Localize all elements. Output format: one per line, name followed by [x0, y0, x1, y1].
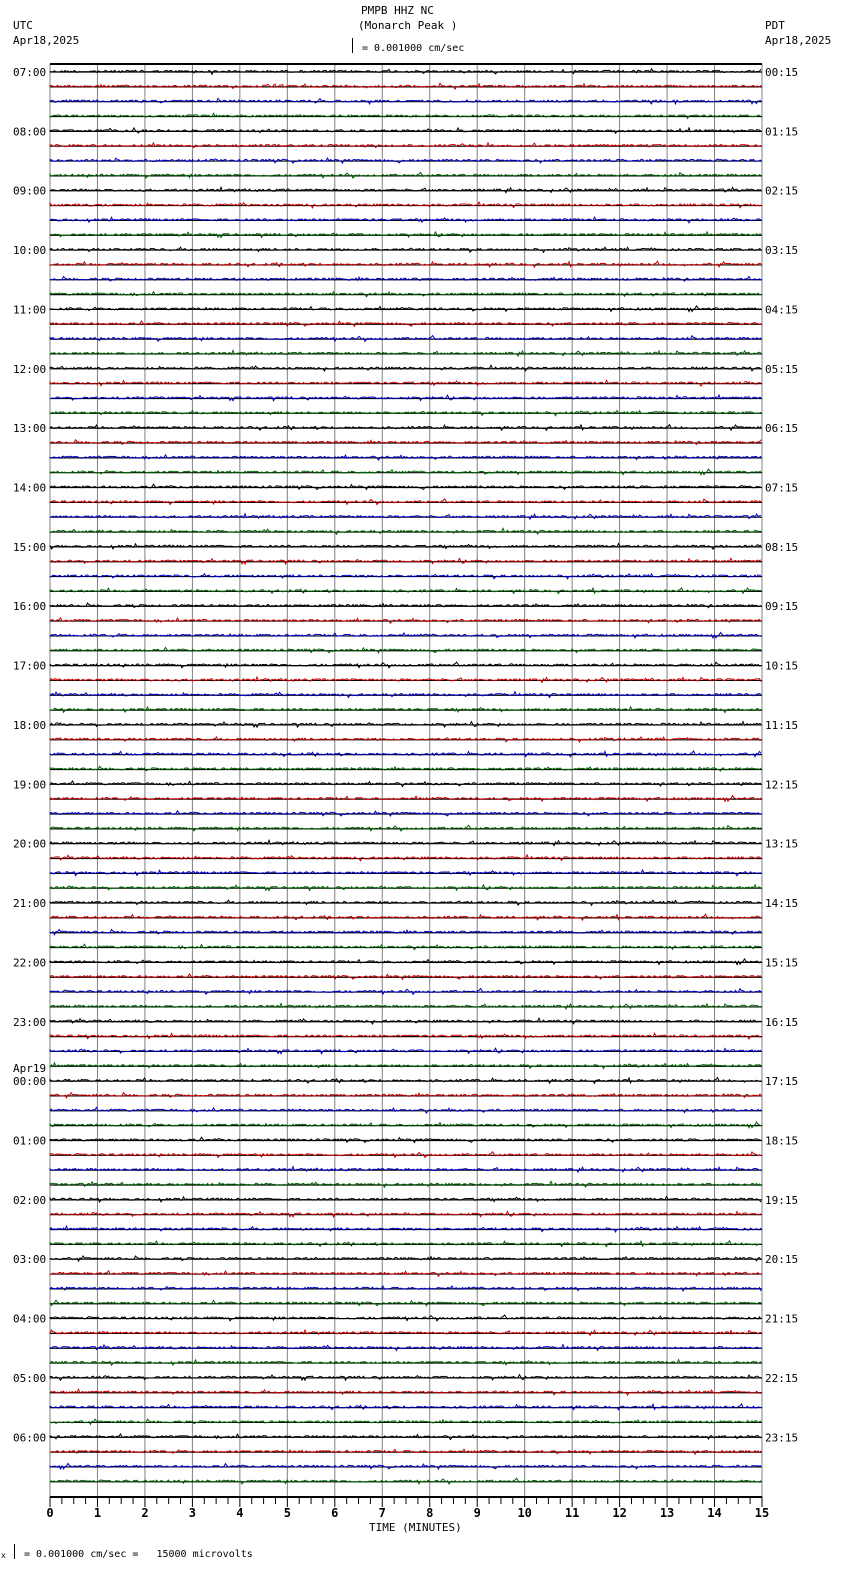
right-hour-label: 22:15 [765, 1371, 799, 1385]
right-hour-label: 02:15 [765, 184, 799, 198]
seismic-trace [50, 187, 761, 192]
seismic-trace [50, 1463, 761, 1469]
footer-scale-text: = 0.001000 cm/sec = 15000 microvolts [24, 1549, 253, 1560]
seismic-trace [50, 514, 761, 519]
right-hour-label: 14:15 [765, 897, 799, 911]
x-tick-label: 10 [517, 1506, 532, 1520]
seismic-trace [50, 1181, 761, 1187]
left-hour-label: 16:00 [13, 600, 47, 614]
seismic-trace [50, 172, 761, 178]
left-hour-label: 21:00 [13, 897, 47, 911]
seismic-trace [50, 632, 761, 638]
seismic-trace [50, 128, 761, 133]
seismic-trace [50, 528, 761, 534]
right-hour-label: 00:15 [765, 66, 799, 79]
seismic-trace [50, 692, 761, 698]
x-tick-label: 11 [564, 1506, 580, 1520]
left-hour-label: 22:00 [13, 956, 47, 970]
seismic-trace [50, 588, 761, 594]
seismic-trace [50, 143, 761, 148]
seismic-trace [50, 321, 761, 326]
seismic-trace [50, 1330, 761, 1335]
seismic-trace [50, 83, 761, 89]
left-hour-label: 15:00 [13, 540, 47, 554]
seismic-trace [50, 1078, 761, 1084]
seismic-trace [50, 1256, 761, 1261]
seismic-trace [50, 662, 761, 668]
left-hour-label: 12:00 [13, 362, 47, 376]
seismic-trace [50, 440, 761, 445]
x-tick-label: 4 [236, 1506, 244, 1520]
x-tick-label: 2 [141, 1506, 149, 1520]
right-hour-label: 12:15 [765, 778, 799, 792]
right-hour-label: 20:15 [765, 1253, 799, 1267]
right-hour-label: 08:15 [765, 540, 799, 554]
seismic-trace [50, 647, 761, 652]
right-hour-label: 16:15 [765, 1015, 799, 1029]
right-hour-label: 18:15 [765, 1134, 799, 1148]
x-tick-label: 9 [473, 1506, 481, 1520]
seismic-trace [50, 766, 761, 771]
left-hour-label: 09:00 [13, 184, 47, 198]
right-hour-label: 21:15 [765, 1312, 799, 1326]
right-hour-label: 05:15 [765, 362, 799, 376]
seismic-trace [50, 855, 761, 861]
seismic-trace [50, 261, 761, 267]
seismic-trace [50, 989, 761, 995]
seismic-trace [50, 677, 761, 683]
left-hour-label: 18:00 [13, 718, 47, 732]
seismic-trace [50, 1167, 761, 1173]
right-hour-label: 17:15 [765, 1075, 799, 1089]
seismic-trace [50, 113, 761, 118]
seismic-trace [50, 365, 761, 371]
seismic-trace [50, 202, 761, 208]
left-hour-label: 20:00 [13, 837, 47, 851]
footer-scale-bar-icon [14, 1544, 15, 1559]
right-hour-label: 04:15 [765, 303, 799, 317]
left-hour-label: 08:00 [13, 125, 47, 139]
right-hour-label: 01:15 [765, 125, 799, 139]
seismic-trace [50, 811, 761, 816]
right-hour-label: 23:15 [765, 1431, 799, 1445]
seismic-trace [50, 1004, 761, 1009]
seismic-trace [50, 959, 761, 965]
seismic-trace [50, 455, 761, 460]
station-title: PMPB HHZ NC [361, 4, 434, 17]
seismic-trace [50, 336, 761, 342]
left-hour-label: 10:00 [13, 244, 47, 258]
seismic-trace [50, 603, 761, 608]
seismic-trace [50, 944, 761, 949]
seismic-trace [50, 1300, 761, 1306]
right-timezone: PDT [765, 19, 785, 32]
x-tick-label: 6 [331, 1506, 339, 1520]
right-date: Apr18,2025 [765, 34, 832, 47]
seismic-trace [50, 1360, 761, 1366]
right-hour-label: 10:15 [765, 659, 799, 673]
seismic-trace [50, 574, 761, 579]
right-hour-label: 19:15 [765, 1193, 799, 1207]
left-hour-label: 02:00 [13, 1193, 47, 1207]
left-hour-label: 19:00 [13, 778, 47, 792]
seismic-trace [50, 974, 761, 979]
left-timezone: UTC [13, 19, 33, 32]
x-tick-label: 7 [378, 1506, 386, 1520]
x-tick-label: 12 [612, 1506, 627, 1520]
right-hour-label: 06:15 [765, 422, 799, 436]
seismic-trace [50, 469, 761, 475]
seismic-trace [50, 1241, 761, 1247]
seismic-trace [50, 1018, 761, 1024]
right-hour-label: 03:15 [765, 244, 799, 258]
seismic-trace [50, 1122, 761, 1128]
left-hour-label: 05:00 [13, 1371, 47, 1385]
x-tick-label: 15 [754, 1506, 770, 1520]
left-hour-label: 14:00 [13, 481, 47, 495]
x-tick-label: 13 [659, 1506, 675, 1520]
right-hour-label: 07:15 [765, 481, 799, 495]
footer-marker: x [1, 1551, 6, 1560]
seismic-trace [50, 499, 761, 505]
right-hour-label: 15:15 [765, 956, 799, 970]
seismic-trace [50, 1315, 761, 1321]
seismic-trace [50, 98, 761, 104]
seismic-trace [50, 1478, 761, 1484]
x-tick-label: 5 [283, 1506, 291, 1520]
seismic-trace [50, 825, 761, 831]
seismic-trace [50, 351, 761, 357]
station-subtitle: (Monarch Peak ) [358, 19, 458, 32]
left-hour-label: 01:00 [13, 1134, 47, 1148]
seismic-trace [50, 1152, 761, 1158]
seismic-trace [50, 751, 761, 757]
seismic-trace [50, 840, 761, 845]
left-hour-label: 00:00 [13, 1075, 47, 1089]
right-hour-label: 09:15 [765, 600, 799, 614]
left-date: Apr18,2025 [13, 34, 80, 47]
scale-text: = 0.001000 cm/sec [362, 43, 465, 54]
left-hour-label: 04:00 [13, 1312, 47, 1326]
left-hour-label: 13:00 [13, 422, 47, 436]
left-hour-label: 17:00 [13, 659, 47, 673]
date-change-label: Apr19 [13, 1062, 47, 1076]
seismic-trace [50, 1093, 761, 1098]
x-tick-label: 1 [93, 1506, 102, 1520]
seismic-trace [50, 737, 761, 742]
x-tick-label: 14 [707, 1506, 722, 1520]
x-tick-label: 0 [46, 1506, 54, 1520]
right-hour-label: 13:15 [765, 837, 799, 851]
right-hour-label: 11:15 [765, 718, 799, 732]
left-hour-label: 03:00 [13, 1253, 47, 1267]
x-axis-label: TIME (MINUTES) [369, 1521, 462, 1534]
seismic-trace [50, 1404, 761, 1410]
left-hour-label: 11:00 [13, 303, 47, 317]
seismic-trace [50, 277, 761, 282]
left-hour-label: 23:00 [13, 1015, 47, 1029]
left-hour-label: 06:00 [13, 1431, 47, 1445]
x-tick-label: 8 [426, 1506, 434, 1520]
seismic-trace [50, 1419, 761, 1424]
seismic-trace [50, 1137, 761, 1142]
seismic-trace [50, 781, 761, 787]
seismic-trace [50, 914, 761, 920]
seismic-trace [50, 930, 761, 935]
left-hour-label: 07:00 [13, 66, 47, 79]
seismic-trace [50, 425, 761, 431]
seismic-trace [50, 484, 761, 489]
seismic-trace [50, 306, 761, 312]
x-tick-label: 3 [188, 1506, 197, 1520]
seismic-trace [50, 1345, 761, 1351]
seismic-trace [50, 796, 761, 802]
seismic-trace [50, 217, 761, 223]
